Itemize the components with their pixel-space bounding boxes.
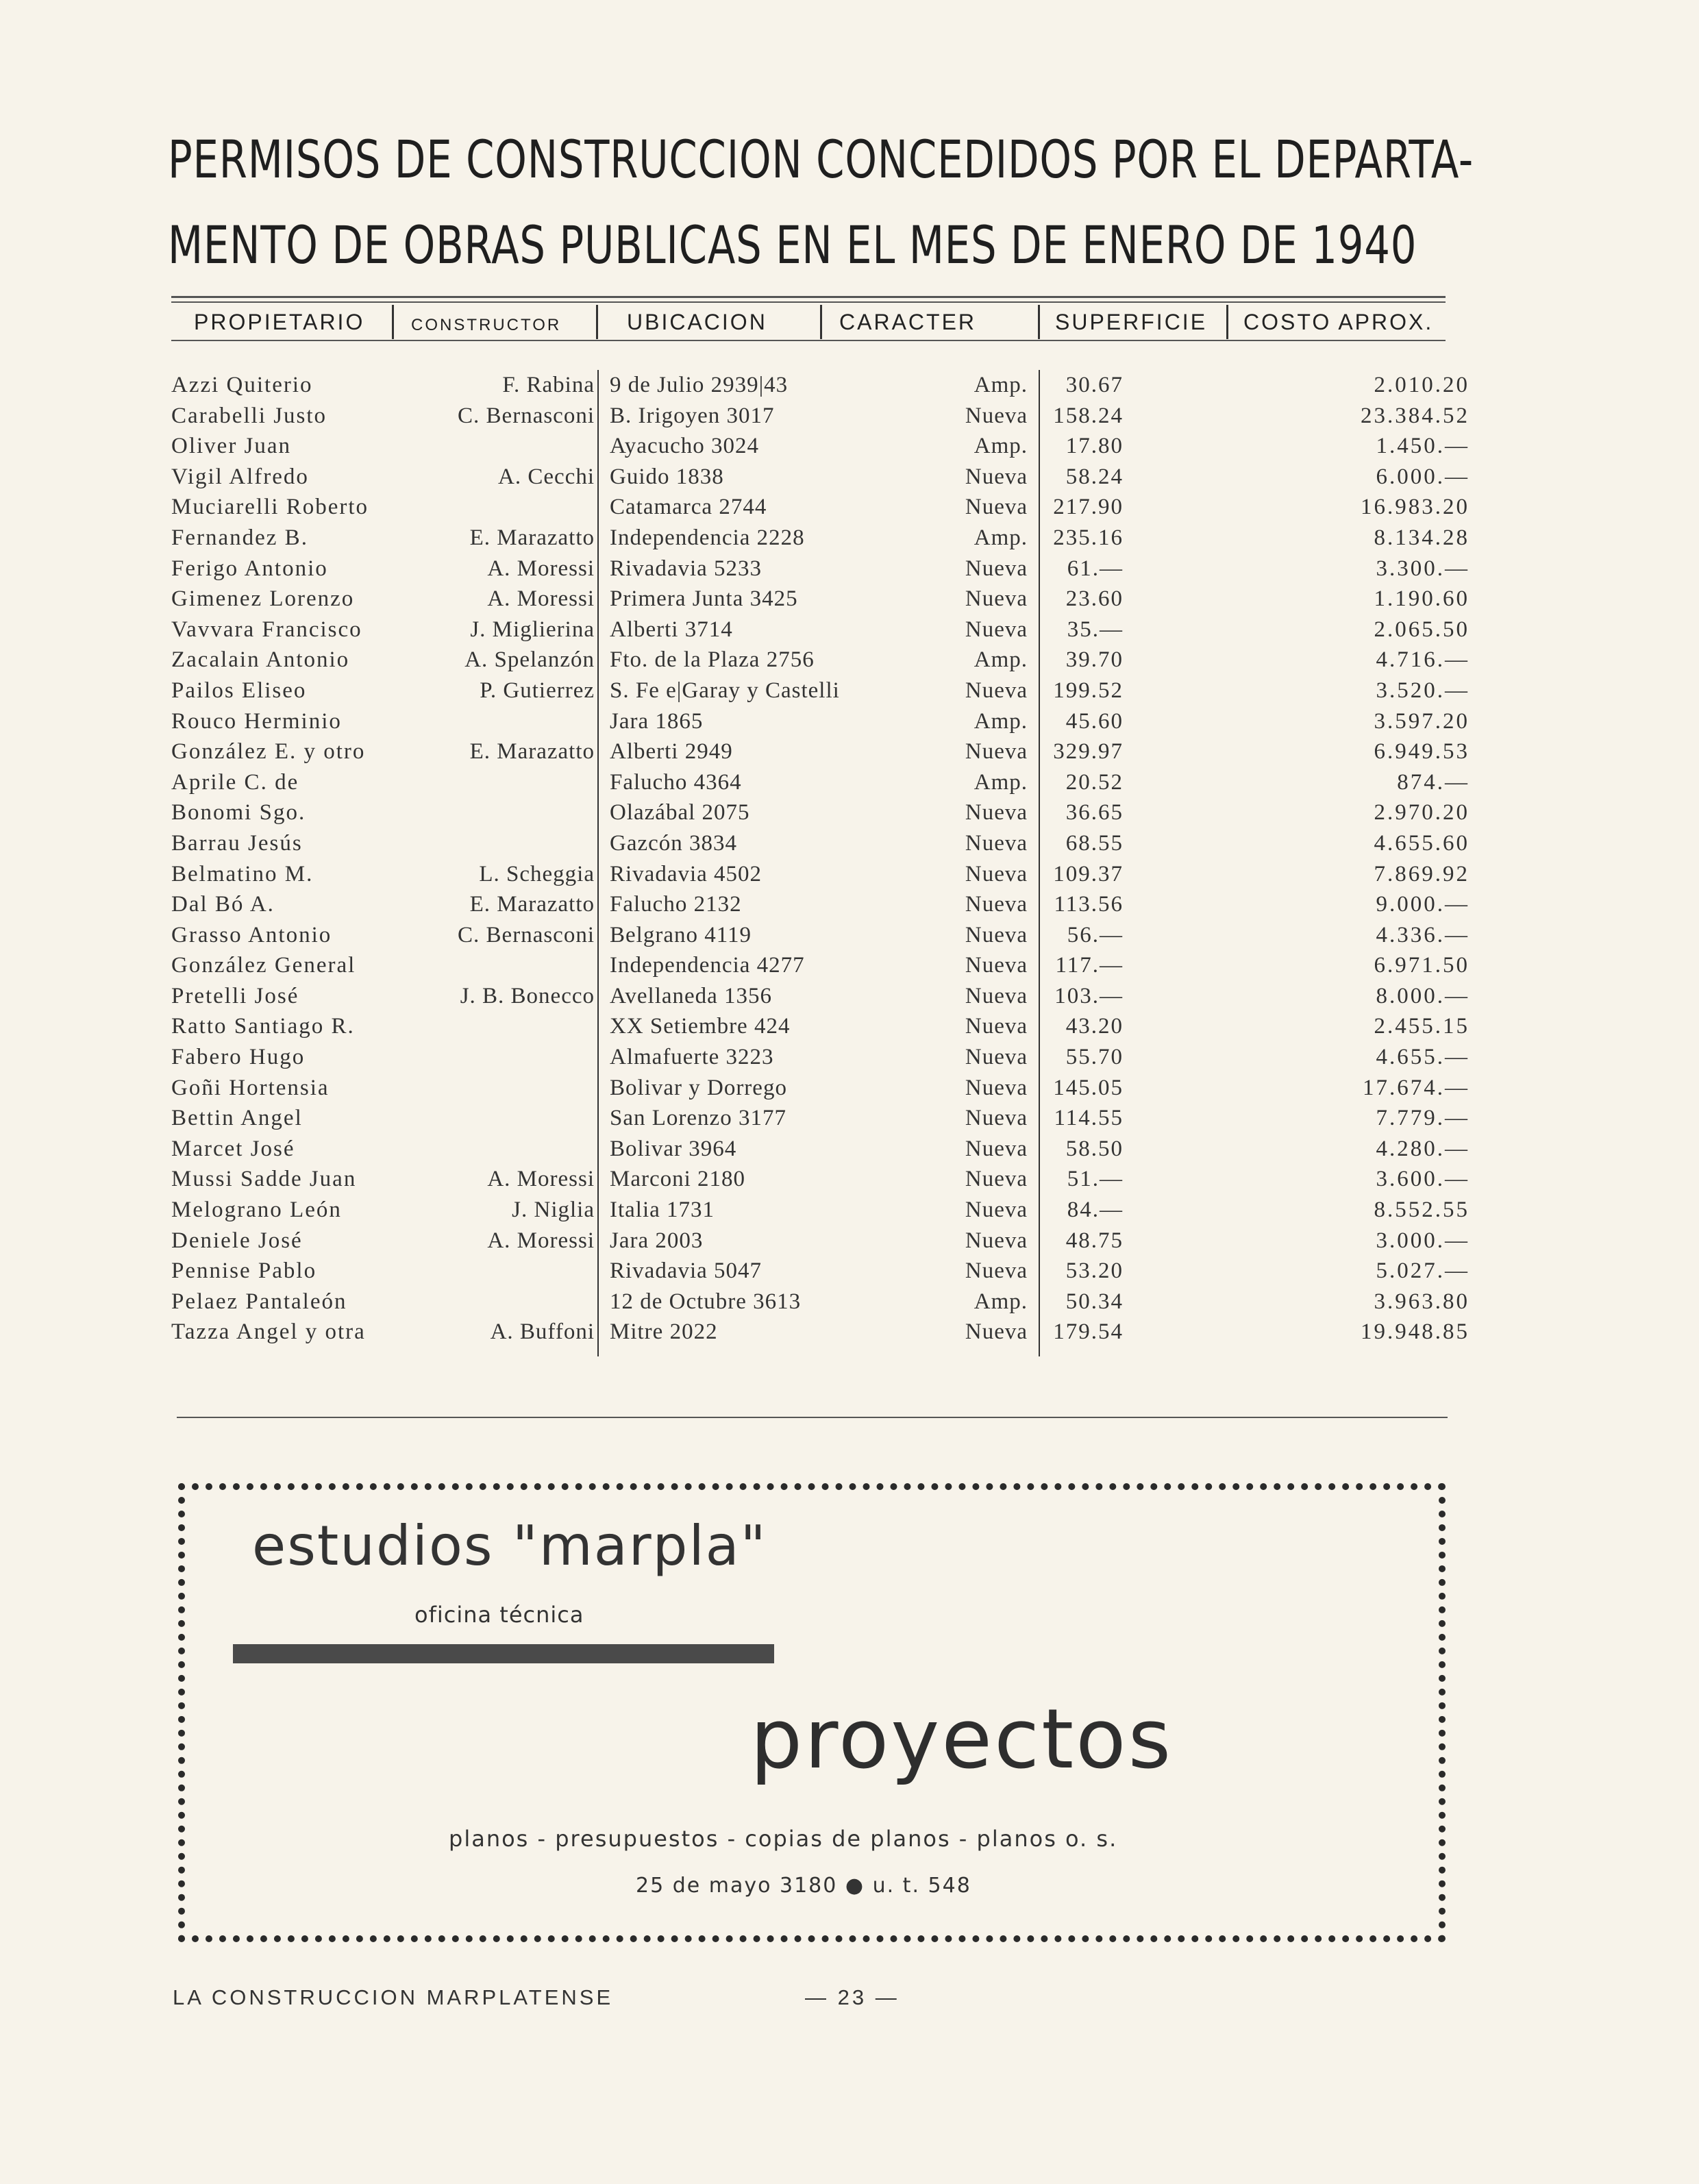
table-row (0, 492, 1699, 523)
cell-propietario: Melograno León (171, 1198, 342, 1223)
table-row (0, 675, 1699, 706)
cell-caracter: Amp. (973, 525, 1028, 550)
cell-caracter: Nueva (965, 922, 1028, 947)
cell-constructor: E. Marazatto (469, 892, 595, 917)
cell-superficie: 117.— (1055, 953, 1124, 978)
footer-page-number: — 23 — (805, 1985, 900, 2009)
cell-caracter: Nueva (965, 1319, 1028, 1345)
cell-propietario: Pelaez Pantaleón (171, 1289, 347, 1314)
table-row (0, 1287, 1699, 1317)
cell-ubicacion: Catamarca 2744 (610, 495, 767, 520)
cell-ubicacion: Independencia 2228 (610, 525, 805, 550)
header-caracter: CARACTER (839, 310, 977, 334)
table-row (0, 1103, 1699, 1134)
cell-costo: 4.336.— (1376, 922, 1469, 947)
permits-table (0, 370, 1699, 1348)
ad-subtitle: oficina técnica (414, 1602, 584, 1628)
cell-caracter: Nueva (965, 739, 1028, 765)
cell-superficie: 17.80 (1065, 434, 1124, 459)
cell-constructor: L. Scheggia (479, 861, 595, 886)
cell-propietario: Pailos Eliseo (171, 678, 307, 703)
cell-superficie: 51.— (1067, 1167, 1124, 1192)
cell-ubicacion: Fto. de la Plaza 2756 (610, 647, 815, 673)
cell-caracter: Nueva (965, 1045, 1028, 1070)
ad-headline: proyectos (750, 1692, 1174, 1787)
cell-costo: 6.949.53 (1374, 739, 1469, 765)
cell-costo: 5.027.— (1376, 1258, 1469, 1284)
cell-ubicacion: Marconi 2180 (610, 1167, 746, 1192)
header-top-rule-2 (171, 301, 1446, 303)
cell-propietario: Carabelli Justo (171, 403, 327, 428)
cell-ubicacion: Belgrano 4119 (610, 922, 752, 947)
header-separator (392, 305, 394, 339)
cell-caracter: Nueva (965, 1198, 1028, 1223)
header-superficie: SUPERFICIE (1055, 310, 1208, 334)
cell-constructor: A. Cecchi (498, 464, 595, 489)
cell-caracter: Nueva (965, 464, 1028, 489)
cell-superficie: 20.52 (1065, 769, 1124, 795)
cell-caracter: Amp. (973, 769, 1028, 795)
cell-caracter: Amp. (973, 1289, 1028, 1314)
cell-costo: 9.000.— (1376, 892, 1469, 917)
ad-services: planos - presupuestos - copias de planos - planos o. s. (449, 1826, 1118, 1852)
cell-superficie: 45.60 (1065, 708, 1124, 734)
cell-superficie: 217.90 (1053, 495, 1124, 520)
cell-superficie: 103.— (1054, 983, 1124, 1008)
cell-propietario: Zacalain Antonio (171, 647, 350, 673)
cell-superficie: 43.20 (1065, 1014, 1124, 1039)
cell-costo: 23.384.52 (1361, 403, 1469, 428)
cell-ubicacion: Primera Junta 3425 (610, 586, 798, 612)
cell-caracter: Nueva (965, 1106, 1028, 1131)
table-row (0, 1195, 1699, 1226)
cell-superficie: 53.20 (1065, 1258, 1124, 1284)
cell-ubicacion: San Lorenzo 3177 (610, 1106, 786, 1131)
cell-propietario: Pretelli José (171, 983, 299, 1008)
table-row (0, 736, 1699, 767)
cell-costo: 6.971.50 (1374, 953, 1469, 978)
cell-constructor: A. Buffoni (490, 1319, 595, 1345)
cell-costo: 4.280.— (1376, 1136, 1469, 1161)
cell-constructor: J. B. Bonecco (460, 983, 595, 1008)
cell-propietario: Bonomi Sgo. (171, 800, 306, 826)
cell-costo: 3.600.— (1376, 1167, 1469, 1192)
table-row (0, 1011, 1699, 1042)
title-line-1: PERMISOS DE CONSTRUCCION CONCEDIDOS POR EL DEPARTA- (168, 129, 1474, 190)
cell-superficie: 114.55 (1054, 1106, 1124, 1131)
table-row (0, 1134, 1699, 1165)
cell-propietario: Tazza Angel y otra (171, 1319, 366, 1345)
cell-costo: 3.000.— (1376, 1228, 1469, 1253)
cell-superficie: 68.55 (1065, 830, 1124, 856)
cell-propietario: Mussi Sadde Juan (171, 1167, 357, 1192)
page-title (168, 116, 1474, 288)
cell-superficie: 113.56 (1054, 892, 1124, 917)
cell-superficie: 23.60 (1065, 586, 1124, 612)
cell-propietario: Grasso Antonio (171, 922, 332, 947)
cell-propietario: Vavvara Francisco (171, 617, 362, 642)
cell-costo: 4.655.— (1376, 1045, 1469, 1070)
cell-constructor: C. Bernasconi (458, 403, 595, 428)
cell-ubicacion: Avellaneda 1356 (610, 983, 773, 1008)
cell-caracter: Nueva (965, 1014, 1028, 1039)
cell-propietario: Fernandez B. (171, 525, 308, 550)
cell-costo: 3.597.20 (1374, 708, 1469, 734)
cell-propietario: Dal Bó A. (171, 892, 275, 917)
cell-constructor: E. Marazatto (469, 739, 595, 765)
cell-constructor: A. Moressi (487, 556, 595, 581)
cell-caracter: Nueva (965, 556, 1028, 581)
cell-costo: 3.963.80 (1374, 1289, 1469, 1314)
cell-superficie: 58.50 (1065, 1136, 1124, 1161)
cell-caracter: Nueva (965, 495, 1028, 520)
cell-constructor: P. Gutierrez (480, 678, 595, 703)
cell-costo: 7.869.92 (1374, 861, 1469, 886)
table-row (0, 554, 1699, 584)
cell-caracter: Nueva (965, 830, 1028, 856)
cell-costo: 3.300.— (1376, 556, 1469, 581)
header-separator (596, 305, 598, 339)
cell-propietario: Aprile C. de (171, 769, 299, 795)
cell-caracter: Amp. (973, 708, 1028, 734)
cell-costo: 874.— (1397, 769, 1469, 795)
cell-propietario: Pennise Pablo (171, 1258, 317, 1284)
table-row (0, 1256, 1699, 1287)
table-row (0, 584, 1699, 615)
cell-propietario: Vigil Alfredo (171, 464, 309, 489)
cell-superficie: 158.24 (1053, 403, 1124, 428)
cell-costo: 19.948.85 (1361, 1319, 1469, 1345)
cell-ubicacion: Mitre 2022 (610, 1319, 718, 1345)
cell-ubicacion: Alberti 3714 (610, 617, 733, 642)
table-row (0, 767, 1699, 798)
header-separator (820, 305, 822, 339)
footer-publication: LA CONSTRUCCION MARPLATENSE (173, 1985, 614, 2009)
cell-ubicacion: XX Setiembre 424 (610, 1014, 791, 1039)
cell-costo: 2.970.20 (1374, 800, 1469, 826)
table-row (0, 889, 1699, 920)
cell-costo: 4.716.— (1376, 647, 1469, 673)
cell-ubicacion: 12 de Octubre 3613 (610, 1289, 802, 1314)
cell-propietario: Azzi Quiterio (171, 373, 313, 397)
header-bottom-rule (171, 340, 1446, 341)
table-row (0, 1073, 1699, 1104)
cell-caracter: Nueva (965, 1075, 1028, 1100)
cell-propietario: Goñi Hortensia (171, 1075, 330, 1100)
cell-superficie: 235.16 (1053, 525, 1124, 550)
cell-caracter: Nueva (965, 586, 1028, 612)
cell-ubicacion: Independencia 4277 (610, 953, 805, 978)
cell-superficie: 50.34 (1065, 1289, 1124, 1314)
cell-caracter: Nueva (965, 800, 1028, 826)
cell-caracter: Nueva (965, 1167, 1028, 1192)
cell-caracter: Nueva (965, 1228, 1028, 1253)
table-row (0, 920, 1699, 951)
cell-caracter: Amp. (973, 647, 1028, 673)
cell-superficie: 48.75 (1065, 1228, 1124, 1253)
cell-ubicacion: Falucho 4364 (610, 769, 742, 795)
cell-propietario: Gimenez Lorenzo (171, 586, 355, 612)
cell-ubicacion: B. Irigoyen 3017 (610, 403, 775, 428)
cell-propietario: González E. y otro (171, 739, 366, 765)
cell-superficie: 61.— (1067, 556, 1124, 581)
cell-ubicacion: Bolivar 3964 (610, 1136, 737, 1161)
table-row (0, 1042, 1699, 1073)
table-row (0, 462, 1699, 493)
table-row (0, 431, 1699, 462)
cell-ubicacion: Italia 1731 (610, 1198, 715, 1223)
table-row (0, 706, 1699, 737)
cell-ubicacion: Gazcón 3834 (610, 830, 738, 856)
cell-superficie: 55.70 (1065, 1045, 1124, 1070)
cell-ubicacion: S. Fe e|Garay y Castelli (610, 678, 840, 703)
cell-ubicacion: Olazábal 2075 (610, 800, 750, 826)
cell-superficie: 56.— (1067, 922, 1124, 947)
header-costo: COSTO APROX. (1243, 310, 1434, 334)
cell-ubicacion: Jara 1865 (610, 708, 704, 734)
cell-caracter: Nueva (965, 678, 1028, 703)
cell-propietario: Fabero Hugo (171, 1045, 306, 1070)
cell-propietario: Oliver Juan (171, 434, 292, 459)
cell-constructor: C. Bernasconi (458, 922, 595, 947)
cell-caracter: Nueva (965, 1258, 1028, 1284)
header-separator (1038, 305, 1040, 339)
cell-caracter: Nueva (965, 861, 1028, 886)
cell-propietario: Deniele José (171, 1228, 303, 1253)
table-row (0, 370, 1699, 401)
cell-constructor: F. Rabina (502, 373, 595, 397)
header-propietario: PROPIETARIO (194, 310, 365, 334)
table-row (0, 1317, 1699, 1348)
cell-costo: 1.190.60 (1374, 586, 1469, 612)
title-line-2: MENTO DE OBRAS PUBLICAS EN EL MES DE ENERO DE 1940 (168, 214, 1417, 275)
ad-company-name: estudios "marpla" (252, 1514, 767, 1578)
ad-address: 25 de mayo 3180 ● u. t. 548 (636, 1874, 971, 1898)
cell-costo: 6.000.— (1376, 464, 1469, 489)
cell-superficie: 36.65 (1065, 800, 1124, 826)
cell-caracter: Nueva (965, 403, 1028, 428)
cell-caracter: Nueva (965, 892, 1028, 917)
cell-propietario: Marcet José (171, 1136, 295, 1161)
cell-constructor: J. Miglierina (470, 617, 595, 642)
cell-constructor: J. Niglia (512, 1198, 595, 1223)
cell-superficie: 145.05 (1053, 1075, 1124, 1100)
cell-ubicacion: Rivadavia 4502 (610, 861, 762, 886)
table-row (0, 1226, 1699, 1256)
table-row (0, 1164, 1699, 1195)
header-constructor: CONSTRUCTOR (411, 316, 562, 334)
cell-caracter: Amp. (973, 434, 1028, 459)
cell-costo: 2.010.20 (1374, 373, 1469, 397)
cell-caracter: Nueva (965, 953, 1028, 978)
cell-costo: 17.674.— (1363, 1075, 1469, 1100)
cell-costo: 2.065.50 (1374, 617, 1469, 642)
table-row (0, 645, 1699, 675)
cell-superficie: 329.97 (1053, 739, 1124, 765)
cell-superficie: 39.70 (1065, 647, 1124, 673)
cell-costo: 8.000.— (1376, 983, 1469, 1008)
cell-superficie: 199.52 (1053, 678, 1124, 703)
cell-propietario: González General (171, 953, 356, 978)
cell-ubicacion: Rivadavia 5233 (610, 556, 762, 581)
cell-ubicacion: Bolivar y Dorrego (610, 1075, 787, 1100)
cell-costo: 2.455.15 (1374, 1014, 1469, 1039)
cell-caracter: Nueva (965, 617, 1028, 642)
table-row (0, 615, 1699, 645)
cell-propietario: Bettin Angel (171, 1106, 303, 1131)
cell-ubicacion: Rivadavia 5047 (610, 1258, 762, 1284)
cell-constructor: A. Moressi (487, 586, 595, 612)
cell-costo: 1.450.— (1376, 434, 1469, 459)
cell-superficie: 58.24 (1065, 464, 1124, 489)
table-row (0, 797, 1699, 828)
table-row (0, 950, 1699, 981)
cell-ubicacion: Falucho 2132 (610, 892, 742, 917)
table-row (0, 401, 1699, 432)
cell-superficie: 84.— (1067, 1198, 1124, 1223)
cell-superficie: 30.67 (1065, 373, 1124, 397)
cell-propietario: Belmatino M. (171, 861, 314, 886)
cell-ubicacion: Jara 2003 (610, 1228, 704, 1253)
cell-constructor: E. Marazatto (469, 525, 595, 550)
cell-superficie: 35.— (1067, 617, 1124, 642)
cell-costo: 8.134.28 (1374, 525, 1469, 550)
cell-propietario: Ferigo Antonio (171, 556, 328, 581)
cell-superficie: 109.37 (1053, 861, 1124, 886)
header-separator (1226, 305, 1228, 339)
cell-propietario: Barrau Jesús (171, 830, 303, 856)
cell-costo: 3.520.— (1376, 678, 1469, 703)
cell-propietario: Muciarelli Roberto (171, 495, 369, 520)
header-top-rule (171, 296, 1446, 298)
cell-costo: 8.552.55 (1374, 1198, 1469, 1223)
table-row (0, 859, 1699, 890)
cell-caracter: Amp. (973, 373, 1028, 397)
cell-costo: 7.779.— (1376, 1106, 1469, 1131)
cell-propietario: Rouco Herminio (171, 708, 342, 734)
cell-ubicacion: Guido 1838 (610, 464, 724, 489)
cell-costo: 16.983.20 (1361, 495, 1469, 520)
cell-constructor: A. Spelanzón (464, 647, 595, 673)
cell-caracter: Nueva (965, 1136, 1028, 1161)
table-bottom-rule (177, 1417, 1448, 1418)
cell-constructor: A. Moressi (487, 1228, 595, 1253)
cell-ubicacion: Ayacucho 3024 (610, 434, 759, 459)
table-row (0, 981, 1699, 1012)
cell-superficie: 179.54 (1053, 1319, 1124, 1345)
cell-ubicacion: 9 de Julio 2939|43 (610, 373, 789, 397)
table-row (0, 523, 1699, 554)
table-row (0, 828, 1699, 859)
cell-propietario: Ratto Santiago R. (171, 1014, 355, 1039)
ad-divider-bar (233, 1644, 774, 1663)
cell-ubicacion: Almafuerte 3223 (610, 1045, 774, 1070)
cell-constructor: A. Moressi (487, 1167, 595, 1192)
cell-caracter: Nueva (965, 983, 1028, 1008)
cell-costo: 4.655.60 (1374, 830, 1469, 856)
cell-ubicacion: Alberti 2949 (610, 739, 733, 765)
header-ubicacion: UBICACION (627, 310, 767, 334)
